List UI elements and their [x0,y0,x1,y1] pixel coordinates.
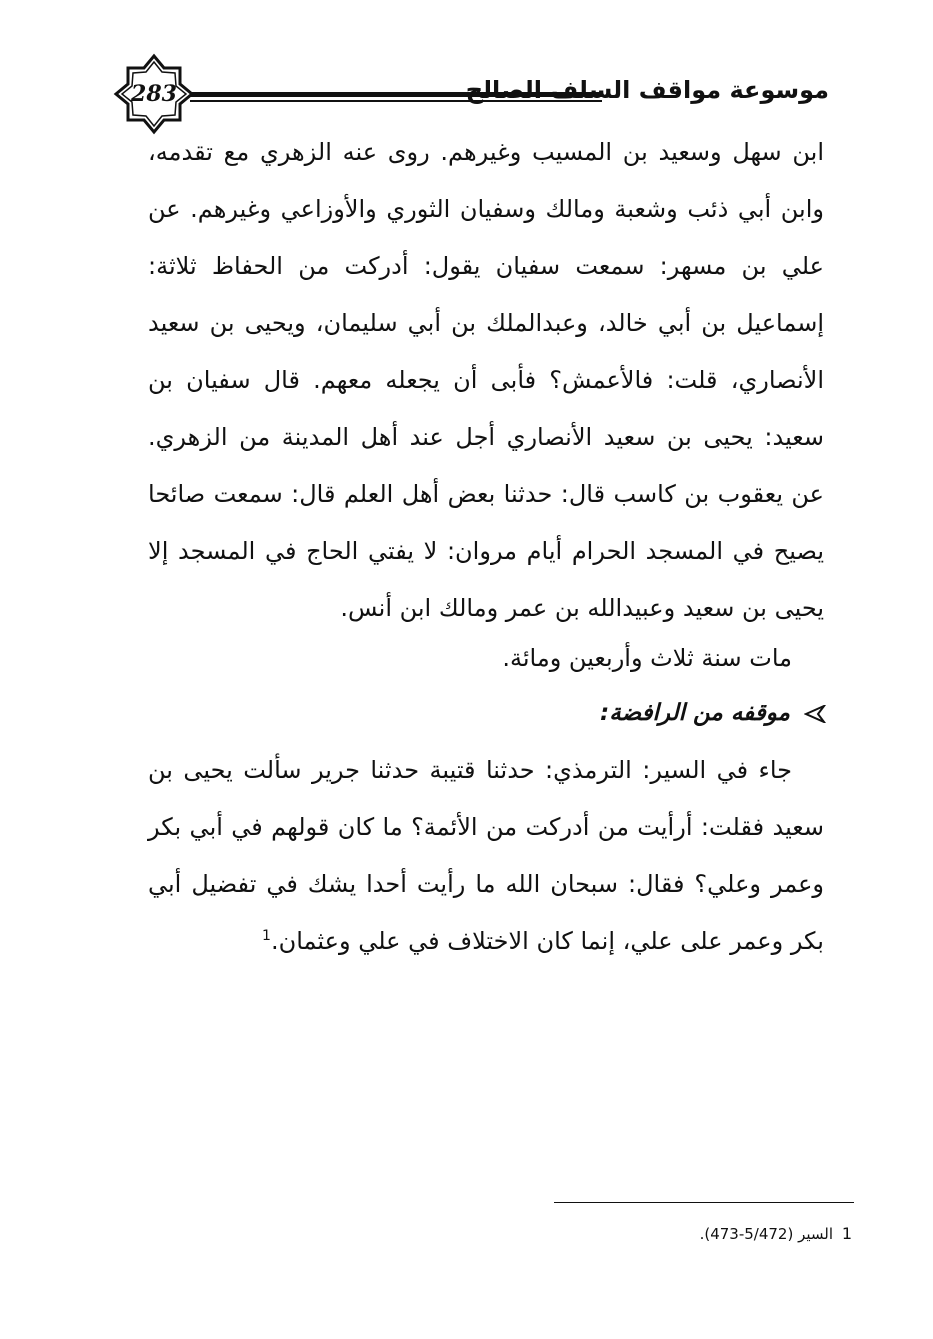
footnote-separator [554,1202,854,1203]
paragraph-rafida-text: جاء في السير: الترمذي: حدثنا قتيبة حدثنا جرير سألت يحيى بن سعيد فقلت: أرأيت من أدركت من الأئمة؟ ما كان قولهم في أبي بكر وعمر وعلي؟ فقال: سبحان الله ما رأيت أحدا يشك في تفضيل أبي بكر وعمر على علي، إنما كان الاختلاف في علي وعثمان. [148,756,824,955]
footnote [480,1222,852,1246]
footnote-reference[interactable]: 1 [262,928,271,944]
page-header [0,0,933,140]
death-date-line: مات سنة ثلاث وأربعين ومائة. [502,644,792,672]
section-heading-text: موقفه من الرافضة: [600,700,790,726]
series-title: موسوعة مواقف السلف الصالح [465,76,829,104]
rafida-paragraph [148,742,824,970]
paragraph-biography: ابن سهل وسعيد بن المسيب وغيرهم. روى عنه الزهري مع تقدمه، وابن أبي ذئب وشعبة ومالك وسفيان الثوري والأوزاعي وغيرهم. عن علي بن مسهر: سمعت سفيان يقول: أدركت من الحفاظ ثلاثة: إسماعيل بن أبي خالد، وعبدالملك بن أبي سليمان، ويحيى بن سعيد الأنصاري، قلت: فالأعمش؟ فأبى أن يجعله معهم. قال سفيان بن سعيد: يحيى بن سعيد الأنصاري أجل عند أهل المدينة من الزهري. عن يعقوب بن كاسب قال: حدثنا بعض أهل العلم قال: سمعت صائحا يصيح في المسجد الحرام أيام مروان: لا يفتي الحاج في المسجد إلا يحيى بن سعيد وعبيدالله بن عمر ومالك ابن أنس. [148,138,824,622]
main-paragraph [148,124,824,637]
footnote-text: السير (5/472-473). [699,1225,834,1243]
section-heading [148,688,826,738]
page-number: 283 [131,81,177,107]
arrow-pointer-icon [804,705,826,723]
footnote-number: 1 [841,1224,852,1243]
